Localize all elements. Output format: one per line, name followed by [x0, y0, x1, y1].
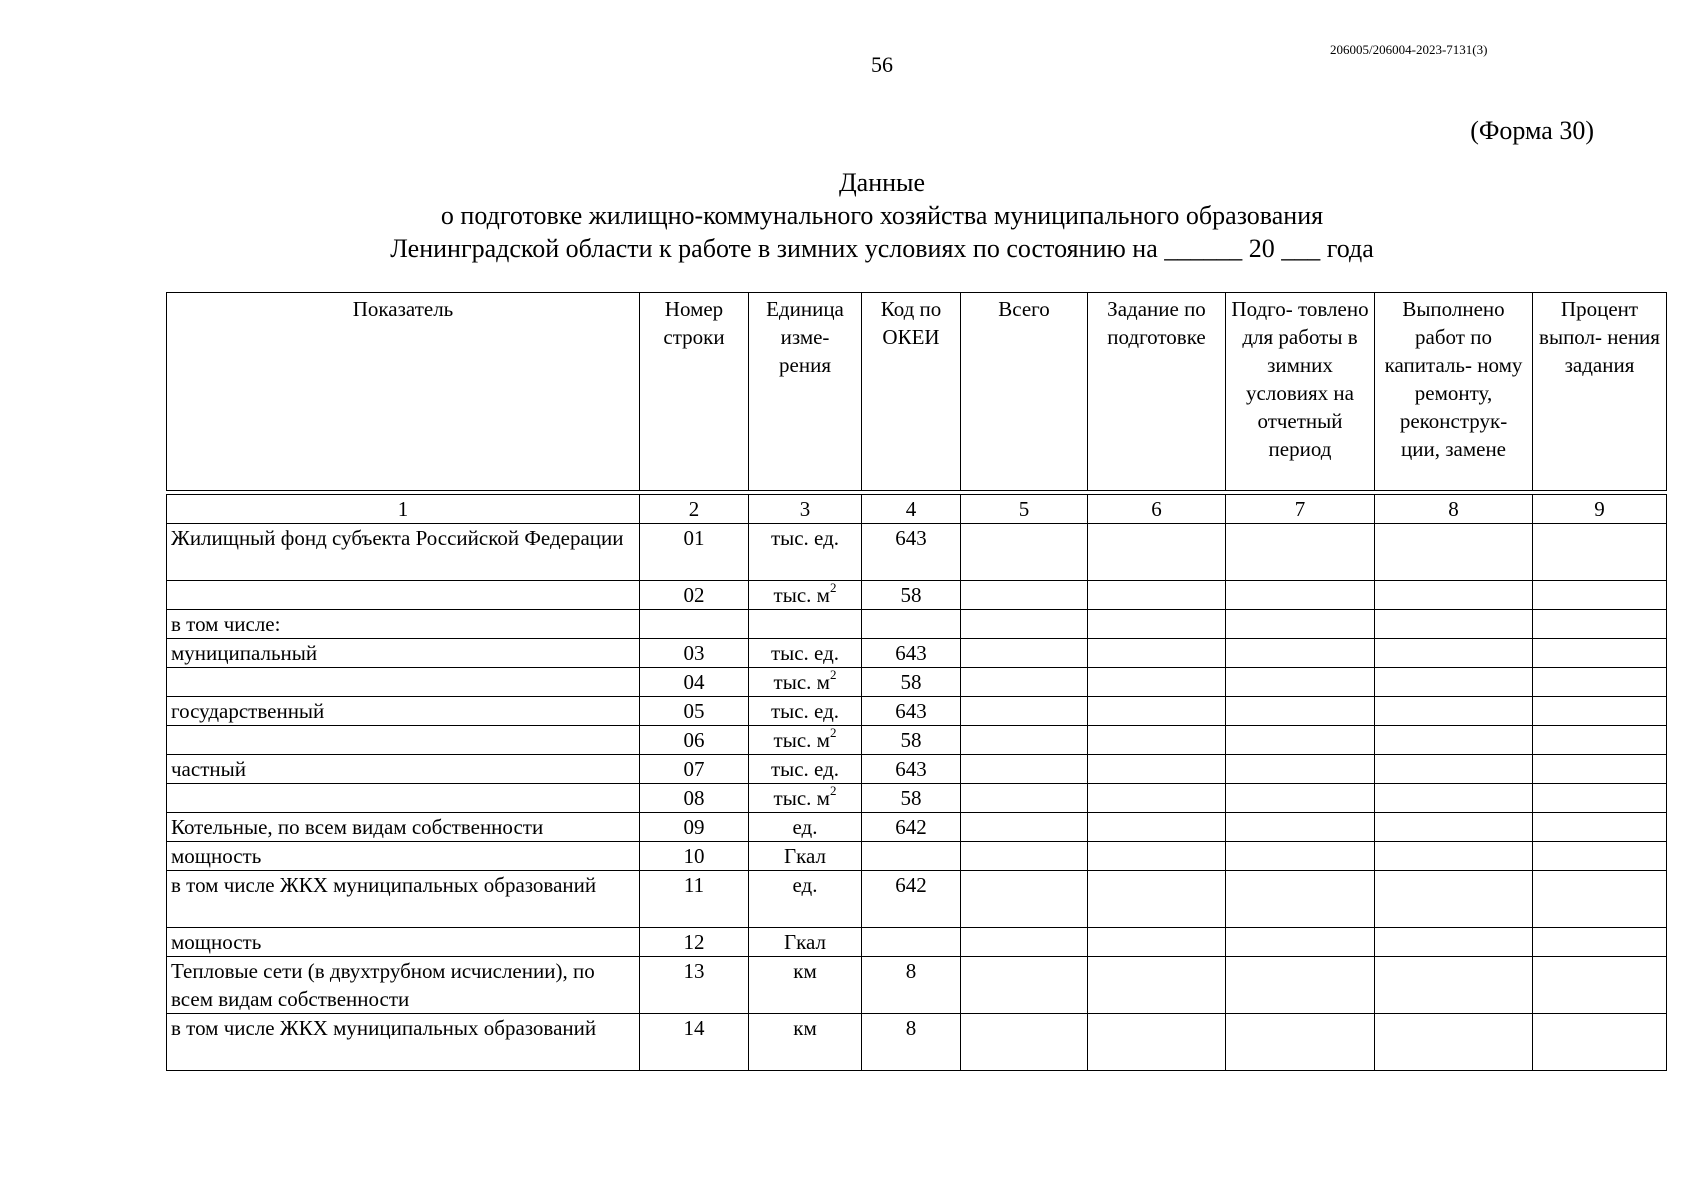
- empty-value-cell: [961, 957, 1088, 1014]
- indicator-cell: в том числе:: [167, 610, 640, 639]
- unit-cell: [749, 784, 862, 813]
- empty-value-cell: [1088, 581, 1226, 610]
- indicator-cell: [167, 581, 640, 610]
- empty-value-cell: [961, 668, 1088, 697]
- page-number: 56: [871, 52, 893, 77]
- empty-value-cell: [1375, 957, 1533, 1014]
- empty-value-cell: [1375, 871, 1533, 928]
- unit-cell: [749, 697, 862, 726]
- table-row: [167, 957, 1667, 1014]
- row-number-cell: 07: [640, 755, 749, 784]
- empty-value-cell: [1226, 755, 1375, 784]
- row-number-cell: 08: [640, 784, 749, 813]
- header-okei-code: Код по ОКЕИ: [862, 293, 961, 491]
- okei-cell: 642: [862, 813, 961, 842]
- empty-value-cell: [1226, 581, 1375, 610]
- unit-cell: [749, 639, 862, 668]
- row-number-cell: 14: [640, 1014, 749, 1071]
- indicator-cell: государственный: [167, 697, 640, 726]
- column-number: 6: [1088, 495, 1226, 524]
- empty-value-cell: [1088, 1014, 1226, 1071]
- unit-cell: [749, 871, 862, 928]
- column-number: 3: [749, 495, 862, 524]
- okei-cell: 643: [862, 524, 961, 581]
- empty-value-cell: [1226, 871, 1375, 928]
- okei-cell: 58: [862, 726, 961, 755]
- header-percent: Процент выпол- нения задания: [1533, 293, 1667, 491]
- header-indicator: Показатель: [167, 293, 640, 491]
- unit-text: тыс. ед.: [770, 699, 840, 723]
- unit-text: Гкал: [783, 930, 826, 954]
- indicator-cell: мощность: [167, 928, 640, 957]
- unit-text: тыс. м: [773, 728, 830, 752]
- row-number-cell: 13: [640, 957, 749, 1014]
- okei-cell: 58: [862, 668, 961, 697]
- column-number: 7: [1226, 495, 1375, 524]
- column-number: 8: [1375, 495, 1533, 524]
- title-line-1: Данные: [838, 168, 926, 197]
- indicator-cell: муниципальный: [167, 639, 640, 668]
- empty-value-cell: [1533, 697, 1667, 726]
- empty-value-cell: [961, 524, 1088, 581]
- unit-cell: [749, 610, 862, 639]
- column-number: 9: [1533, 495, 1667, 524]
- unit-text: тыс. ед.: [770, 526, 840, 550]
- table-row: [167, 1014, 1667, 1071]
- empty-value-cell: [961, 610, 1088, 639]
- unit-text: ед.: [792, 873, 818, 897]
- table-row: [167, 755, 1667, 784]
- unit-cell: [749, 842, 862, 871]
- empty-value-cell: [1088, 842, 1226, 871]
- indicator-cell: частный: [167, 755, 640, 784]
- unit-cell: [749, 957, 862, 1014]
- indicator-cell: [167, 668, 640, 697]
- unit-superscript: 2: [829, 580, 837, 595]
- unit-cell: [749, 928, 862, 957]
- unit-cell: [749, 524, 862, 581]
- okei-cell: 643: [862, 697, 961, 726]
- empty-value-cell: [1226, 1014, 1375, 1071]
- okei-cell: 642: [862, 871, 961, 928]
- indicator-cell: [167, 784, 640, 813]
- unit-text: Гкал: [783, 844, 826, 868]
- indicator-cell: в том числе ЖКХ муниципальных образований: [167, 871, 640, 928]
- empty-value-cell: [1226, 639, 1375, 668]
- unit-text: тыс. м: [773, 786, 830, 810]
- indicator-cell: мощность: [167, 842, 640, 871]
- empty-value-cell: [961, 755, 1088, 784]
- header-total: Всего: [961, 293, 1088, 491]
- empty-value-cell: [961, 1014, 1088, 1071]
- header-works-done: Выполнено работ по капиталь- ному ремонту, реконструк- ции, замене: [1375, 293, 1533, 491]
- empty-value-cell: [1088, 639, 1226, 668]
- empty-value-cell: [1226, 813, 1375, 842]
- table-row: [167, 726, 1667, 755]
- data-table: [166, 292, 1667, 1071]
- column-number-row: [167, 495, 1667, 524]
- empty-value-cell: [1088, 726, 1226, 755]
- empty-value-cell: [1088, 871, 1226, 928]
- table-row: [167, 928, 1667, 957]
- table-row: [167, 524, 1667, 581]
- row-number-cell: 10: [640, 842, 749, 871]
- empty-value-cell: [1226, 610, 1375, 639]
- indicator-cell: Тепловые сети (в двухтрубном исчислении), по всем видам собственности: [167, 957, 640, 1014]
- empty-value-cell: [1088, 813, 1226, 842]
- empty-value-cell: [1533, 581, 1667, 610]
- empty-value-cell: [1088, 957, 1226, 1014]
- empty-value-cell: [1375, 610, 1533, 639]
- empty-value-cell: [1375, 639, 1533, 668]
- table-row: [167, 668, 1667, 697]
- empty-value-cell: [1533, 610, 1667, 639]
- empty-value-cell: [1375, 668, 1533, 697]
- empty-value-cell: [961, 697, 1088, 726]
- table-row: [167, 813, 1667, 842]
- unit-cell: [749, 726, 862, 755]
- empty-value-cell: [1375, 755, 1533, 784]
- indicator-cell: [167, 726, 640, 755]
- empty-value-cell: [1088, 784, 1226, 813]
- row-number-cell: 04: [640, 668, 749, 697]
- header-task: Задание по подготовке: [1088, 293, 1226, 491]
- row-number-cell: 09: [640, 813, 749, 842]
- unit-text: тыс. ед.: [770, 641, 840, 665]
- unit-superscript: 2: [829, 667, 837, 682]
- empty-value-cell: [1375, 784, 1533, 813]
- empty-value-cell: [961, 813, 1088, 842]
- okei-cell: [862, 928, 961, 957]
- title-line-2: о подготовке жилищно-коммунального хозяйства муниципального образования: [440, 201, 1324, 230]
- title-line-3: Ленинградской области к работе в зимних условиях по состоянию на ______ 20 ___ года: [390, 234, 1374, 263]
- empty-value-cell: [1226, 697, 1375, 726]
- empty-value-cell: [1375, 726, 1533, 755]
- empty-value-cell: [961, 639, 1088, 668]
- empty-value-cell: [1226, 784, 1375, 813]
- empty-value-cell: [961, 726, 1088, 755]
- unit-cell: [749, 581, 862, 610]
- okei-cell: [862, 610, 961, 639]
- empty-value-cell: [1375, 842, 1533, 871]
- empty-value-cell: [1375, 813, 1533, 842]
- table-row: [167, 842, 1667, 871]
- unit-superscript: 2: [829, 783, 837, 798]
- empty-value-cell: [1375, 928, 1533, 957]
- empty-value-cell: [1533, 524, 1667, 581]
- empty-value-cell: [1533, 668, 1667, 697]
- okei-cell: [862, 842, 961, 871]
- empty-value-cell: [1533, 871, 1667, 928]
- row-number-cell: 01: [640, 524, 749, 581]
- column-number: 4: [862, 495, 961, 524]
- empty-value-cell: [1088, 610, 1226, 639]
- unit-text: км: [793, 959, 817, 983]
- document-id: 206005/206004-2023-7131(3): [1330, 42, 1488, 57]
- empty-value-cell: [1533, 957, 1667, 1014]
- table-row: [167, 871, 1667, 928]
- empty-value-cell: [1088, 697, 1226, 726]
- unit-cell: [749, 1014, 862, 1071]
- unit-text: ед.: [792, 815, 818, 839]
- header-row: [167, 293, 1667, 491]
- row-number-cell: 05: [640, 697, 749, 726]
- table-row: [167, 697, 1667, 726]
- row-number-cell: 03: [640, 639, 749, 668]
- empty-value-cell: [1226, 726, 1375, 755]
- unit-cell: [749, 813, 862, 842]
- empty-value-cell: [1533, 1014, 1667, 1071]
- empty-value-cell: [1375, 524, 1533, 581]
- unit-text: км: [793, 1016, 817, 1040]
- table-row: [167, 639, 1667, 668]
- empty-value-cell: [1226, 842, 1375, 871]
- empty-value-cell: [961, 784, 1088, 813]
- empty-value-cell: [961, 871, 1088, 928]
- unit-cell: [749, 668, 862, 697]
- empty-value-cell: [1088, 928, 1226, 957]
- okei-cell: 8: [862, 1014, 961, 1071]
- header-row-number: Номер строки: [640, 293, 749, 491]
- empty-value-cell: [1226, 668, 1375, 697]
- header-prepared: Подго- товлено для работы в зимних условиях на отчетный период: [1226, 293, 1375, 491]
- empty-value-cell: [1226, 524, 1375, 581]
- empty-value-cell: [1533, 726, 1667, 755]
- table-row: [167, 610, 1667, 639]
- table-row: [167, 581, 1667, 610]
- okei-cell: 643: [862, 755, 961, 784]
- empty-value-cell: [1088, 524, 1226, 581]
- column-number: 5: [961, 495, 1088, 524]
- empty-value-cell: [1375, 1014, 1533, 1071]
- table-row: [167, 784, 1667, 813]
- indicator-cell: Котельные, по всем видам собственности: [167, 813, 640, 842]
- row-number-cell: 02: [640, 581, 749, 610]
- empty-value-cell: [961, 581, 1088, 610]
- row-number-cell: [640, 610, 749, 639]
- unit-text: тыс. м: [773, 583, 830, 607]
- column-number: 1: [167, 495, 640, 524]
- empty-value-cell: [1533, 784, 1667, 813]
- empty-value-cell: [1533, 755, 1667, 784]
- row-number-cell: 06: [640, 726, 749, 755]
- empty-value-cell: [1375, 581, 1533, 610]
- empty-value-cell: [1375, 697, 1533, 726]
- unit-superscript: 2: [829, 725, 837, 740]
- indicator-cell: в том числе ЖКХ муниципальных образований: [167, 1014, 640, 1071]
- empty-value-cell: [1226, 928, 1375, 957]
- row-number-cell: 12: [640, 928, 749, 957]
- indicator-cell: Жилищный фонд субъекта Российской Федерации: [167, 524, 640, 581]
- row-number-cell: 11: [640, 871, 749, 928]
- form-label: (Форма 30): [1470, 116, 1594, 145]
- document-title: [170, 166, 1594, 265]
- empty-value-cell: [1088, 668, 1226, 697]
- okei-cell: 643: [862, 639, 961, 668]
- empty-value-cell: [1533, 639, 1667, 668]
- header-unit: Единица изме- рения: [749, 293, 862, 491]
- unit-cell: [749, 755, 862, 784]
- unit-text: тыс. м: [773, 670, 830, 694]
- column-number: 2: [640, 495, 749, 524]
- table-body: [167, 293, 1667, 1071]
- empty-value-cell: [1088, 755, 1226, 784]
- empty-value-cell: [1226, 957, 1375, 1014]
- empty-value-cell: [1533, 928, 1667, 957]
- empty-value-cell: [1533, 813, 1667, 842]
- empty-value-cell: [1533, 842, 1667, 871]
- empty-value-cell: [961, 928, 1088, 957]
- okei-cell: 58: [862, 784, 961, 813]
- unit-text: тыс. ед.: [770, 757, 840, 781]
- okei-cell: 8: [862, 957, 961, 1014]
- empty-value-cell: [961, 842, 1088, 871]
- okei-cell: 58: [862, 581, 961, 610]
